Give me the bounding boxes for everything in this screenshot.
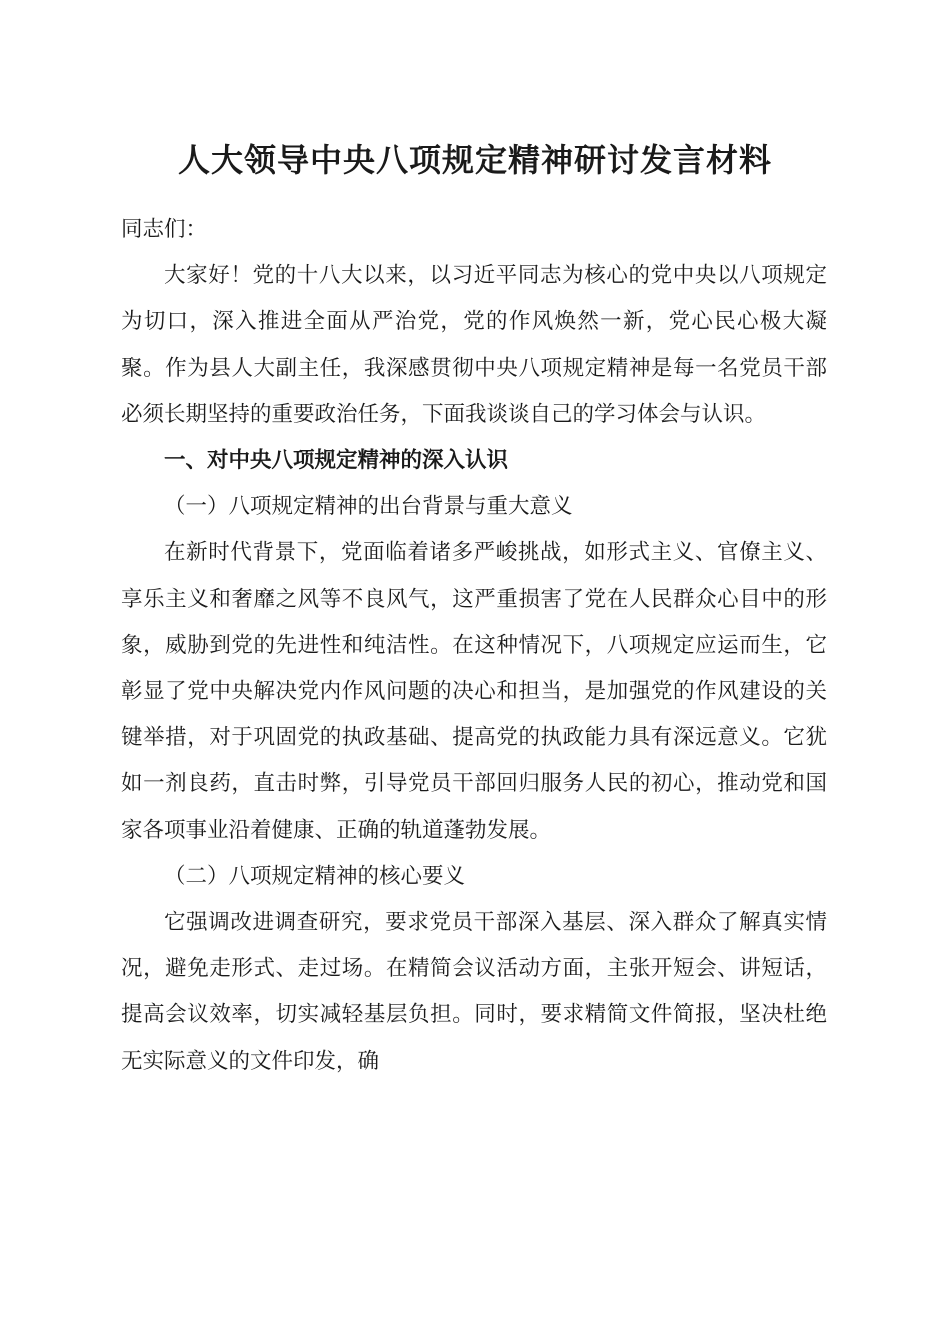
document-body	[121, 207, 827, 1085]
subsection-heading-2: （二）八项规定精神的核心要义	[164, 863, 466, 889]
subsection-2-paragraph: 它强调改进调查研究，要求党员干部深入基层、深入群众了解真实情况，避免走形式、走过场。在精简会议活动方面，主张开短会、讲短话，提高会议效率，切实减轻基层负担。同时，要求精简文件简报，坚决杜绝无实际意义的文件印发，确	[121, 910, 827, 1074]
subsection-1-paragraph: 在新时代背景下，党面临着诸多严峻挑战，如形式主义、官僚主义、享乐主义和奢靡之风等不良风气，这严重损害了党在人民群众心目中的形象，威胁到党的先进性和纯洁性。在这种情况下，八项规定应运而生，它彰显了党中央解决党内作风问题的决心和担当，是加强党的作风建设的关键举措，对于巩固党的执政基础、提高党的执政能力具有深远意义。它犹如一剂良药，直击时弊，引导党员干部回归服务人民的初心，推动党和国家各项事业沿着健康、正确的轨道蓬勃发展。	[121, 540, 827, 843]
section-heading-1: 一、对中央八项规定精神的深入认识	[164, 448, 509, 474]
document-title: 人大领导中央八项规定精神研讨发言材料	[177, 141, 772, 179]
salutation: 同志们：	[121, 217, 208, 242]
intro-paragraph: 大家好！党的十八大以来，以习近平同志为核心的党中央以八项规定为切口，深入推进全面从严治党，党的作风焕然一新，党心民心极大凝聚。作为县人大副主任，我深感贯彻中央八项规定精神是每一名党员干部必须长期坚持的重要政治任务，下面我谈谈自己的学习体会与认识。	[121, 263, 827, 427]
subsection-heading-1: （一）八项规定精神的出台背景与重大意义	[164, 494, 573, 520]
